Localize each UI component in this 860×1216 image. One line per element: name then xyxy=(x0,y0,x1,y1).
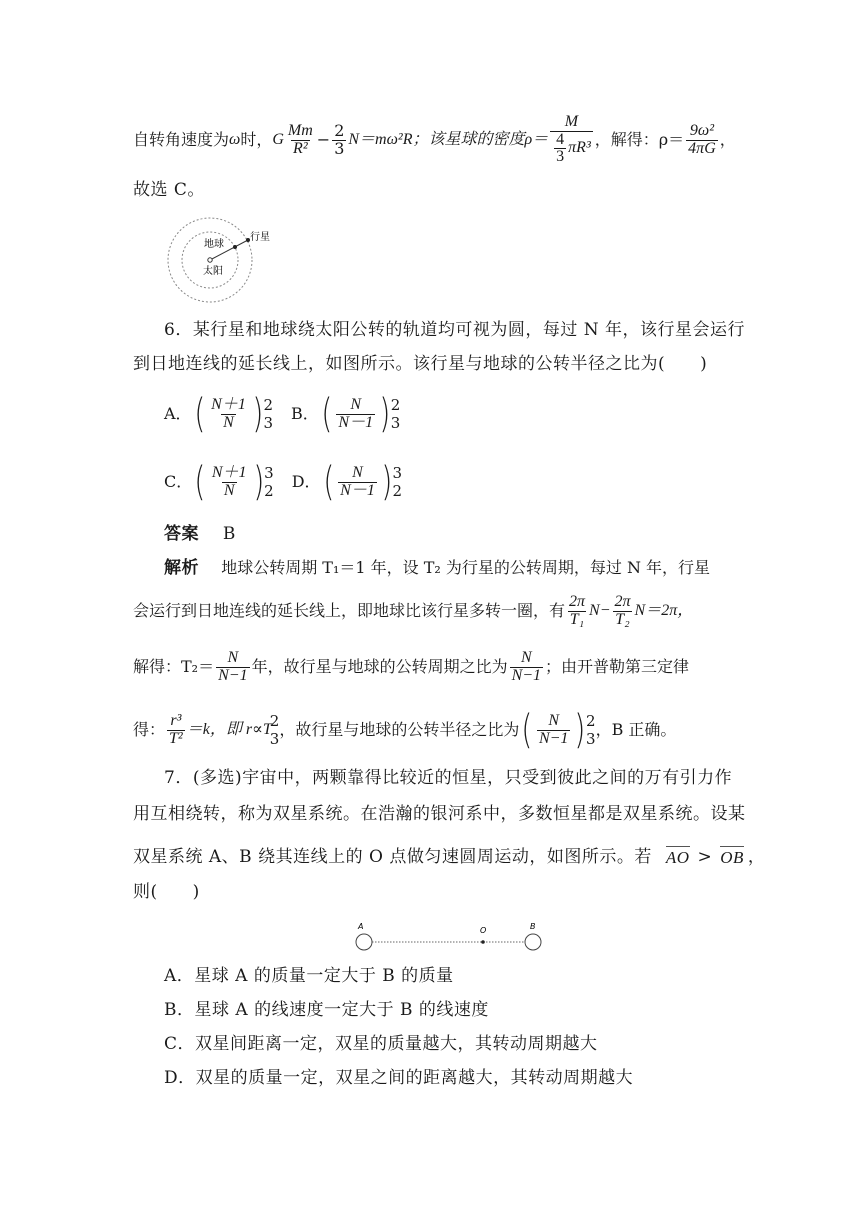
ratio-expression: ( $\frac{N}{N-1}$ ) 2 3 xyxy=(521,707,596,753)
fraction-4-3: $\frac{4}{3}$ xyxy=(556,130,565,166)
text: ，解得：ρ＝ xyxy=(594,130,685,149)
segment-ob: OB xyxy=(720,848,744,867)
analysis-text: N＝2π， xyxy=(634,602,694,619)
fraction-result: $\frac{\text{9ω²}}{4\pi G}$ xyxy=(688,121,716,157)
q6-options-row-2 xyxy=(164,454,402,510)
analysis-text: N− xyxy=(589,602,611,619)
option-d-label: D． xyxy=(291,472,321,491)
analysis-text: ，故行星与地球的公转半径之比为 xyxy=(279,720,520,739)
earth-label: 地球 xyxy=(204,239,224,250)
text: ， xyxy=(719,130,736,149)
q7-option-a: A．星球 A 的质量一定大于 B 的质量 xyxy=(164,966,454,986)
q6-analysis-line-3 xyxy=(133,644,689,690)
segment-ao: AO xyxy=(665,848,690,867)
q7-option-c: C．双星间距离一定，双星的质量越大，其转动周期越大 xyxy=(164,1034,598,1054)
q6-options-row-1 xyxy=(164,386,400,442)
binary-star-figure xyxy=(350,918,550,954)
q6-line-2: 到日地连线的延长线上，如图所示。该行星与地球的公转半径之比为( ) xyxy=(133,354,708,374)
label-a: A xyxy=(358,922,364,931)
sun-label: 太阳 xyxy=(203,266,223,277)
q7-text: ， xyxy=(747,847,766,867)
label-b: B xyxy=(530,922,536,931)
option-b-expression: ( $\frac{N}{N-1}$ ) 2 3 xyxy=(321,391,401,437)
star-a xyxy=(356,934,372,950)
q6-answer xyxy=(164,524,236,544)
q6-analysis-line-4 xyxy=(133,702,676,758)
analysis-text: 年，故行星与地球的公转周期之比为 xyxy=(251,657,508,676)
fraction-mm-r2: $\frac{Mm}{\text{R²}}$ xyxy=(287,121,313,157)
q7-line-1: 7．(多选)宇宙中，两颗靠得比较近的恒星，只受到彼此之间的万有引力作 xyxy=(164,768,733,788)
option-a-expression: ( $\frac{N+1}{N}$ ) 2 3 xyxy=(193,391,274,437)
q7-line-3 xyxy=(133,846,765,868)
analysis-text: ；由开普勒第三定律 xyxy=(545,657,690,676)
text: 时， xyxy=(240,130,273,149)
option-a-label: A． xyxy=(164,404,192,423)
option-c-label: C． xyxy=(164,472,193,491)
q7-line-2: 用互相绕转，称为双星系统。在浩瀚的银河系中，多数恒星都是双星系统。设某 xyxy=(133,804,746,824)
q6-analysis-line-1 xyxy=(164,558,710,578)
label-o: O xyxy=(480,926,487,935)
omega: ω xyxy=(229,131,241,148)
analysis-text: ，B 正确。 xyxy=(595,720,677,739)
point-o xyxy=(481,940,485,944)
equation-text: N＝mω²R；该星球的密度ρ＝ xyxy=(348,131,549,148)
q7-text: 双星系统 A、B 绕其连线上的 O 点做匀速圆周运动，如图所示。若 xyxy=(133,847,652,867)
q6-analysis-line-2 xyxy=(133,588,693,634)
answer-value: B xyxy=(222,524,236,544)
option-d-expression: ( $\frac{N}{N-1}$ ) 3 2 xyxy=(322,459,402,505)
fraction-n-n1: $\frac{N}{N-1}$ xyxy=(218,648,248,684)
fraction-n-n1: $\frac{N}{N-1}$ xyxy=(511,648,542,684)
star-b xyxy=(525,934,541,950)
analysis-text: 得： xyxy=(133,720,166,739)
q7-option-d: D．双星的质量一定，双星之间的距离越大，其转动周期越大 xyxy=(164,1068,634,1088)
sun-dot xyxy=(208,258,212,262)
solution-line-1 xyxy=(133,110,736,170)
fraction-2pi-t1: $\frac{2\pi}{\text{T₁}}$ xyxy=(569,592,586,628)
answer-label: 答案 xyxy=(164,524,199,544)
orbit-figure xyxy=(163,216,279,304)
exponent-2-3: 2 3 xyxy=(269,712,280,748)
minus: − xyxy=(316,130,331,149)
q6-line-1: 6．某行星和地球绕太阳公转的轨道均可视为圆，每过 N 年，该行星会运行 xyxy=(164,320,745,340)
planet-label: 行星 xyxy=(250,232,270,243)
analysis-text: 地球公转周期 T₁＝1 年，设 T₂ 为行星的公转周期，每过 N 年，行星 xyxy=(221,558,711,577)
g-symbol: G xyxy=(272,131,284,148)
analysis-label: 解析 xyxy=(164,558,199,578)
analysis-text: 解得：T₂＝ xyxy=(133,657,215,676)
text: 自转角速度为 xyxy=(133,130,230,149)
option-b-label: B． xyxy=(291,404,319,423)
fraction-2pi-t2: $\frac{2\pi}{\text{T₂}}$ xyxy=(614,592,631,628)
option-c-expression: ( $\frac{N+1}{N}$ ) 3 2 xyxy=(194,459,274,505)
q7-line-4: 则( ) xyxy=(133,882,200,902)
earth-dot xyxy=(233,245,237,249)
fraction-2-3: $\frac{2}{3}$ xyxy=(334,120,345,158)
fraction-r3-t2: $\frac{\text{r³}}{\text{T²}}$ xyxy=(169,711,183,747)
analysis-text: ＝k，即 r∝T xyxy=(186,721,272,738)
solution-line-2: 故选 C。 xyxy=(133,180,205,200)
analysis-text: 会运行到日地连线的延长线上，即地球比该行星多转一圈，有 xyxy=(133,601,566,620)
greater-than: > xyxy=(697,847,713,867)
fraction-density: M $\frac{4}{3}$ πR³ xyxy=(550,114,593,166)
q7-option-b: B．星球 A 的线速度一定大于 B 的线速度 xyxy=(164,1000,489,1020)
